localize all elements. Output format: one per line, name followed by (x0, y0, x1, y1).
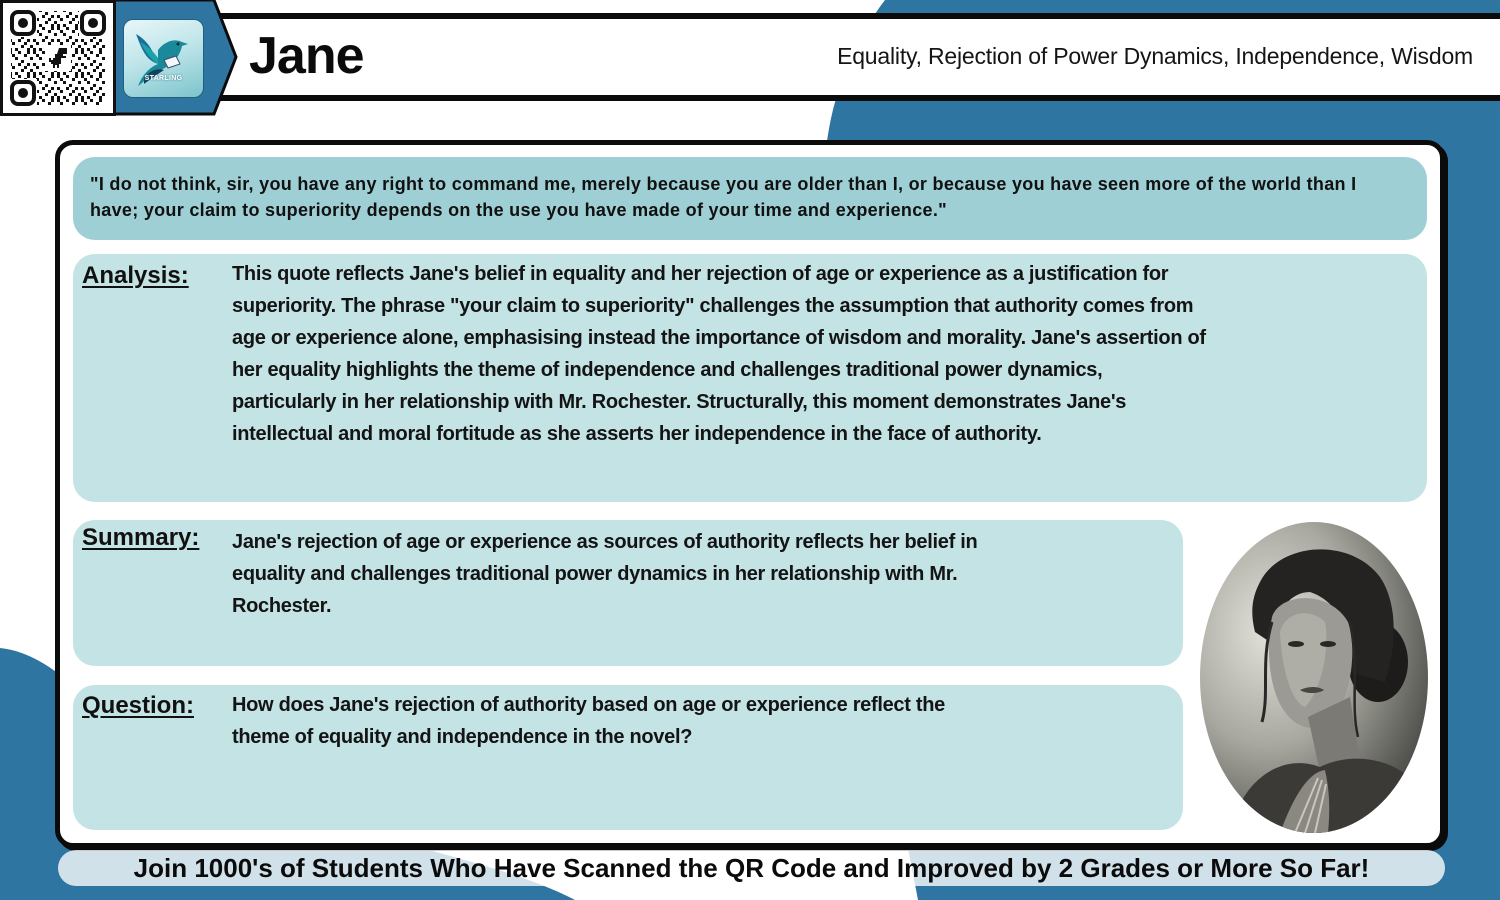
portrait-image (1200, 522, 1428, 833)
qr-code-icon (3, 3, 113, 113)
summary-line: equality and challenges traditional power dynamics in her relationship with Mr. (232, 563, 958, 585)
analysis-line: her equality highlights the theme of independence and challenges traditional power dynamics, (232, 359, 1103, 381)
page-title: Jane (249, 27, 364, 85)
analysis-line: age or experience alone, emphasising instead the importance of wisdom and morality. Jane's assertion of (232, 327, 1206, 349)
summary-text (232, 526, 977, 622)
analysis-line: This quote reflects Jane's belief in equality and her rejection of age or experience as a justification for (232, 263, 1169, 285)
analysis-line: intellectual and moral fortitude as she asserts her independence in the face of authority. (232, 423, 1042, 445)
analysis-line: superiority. The phrase "your claim to superiority" challenges the assumption that authority comes from (232, 295, 1194, 317)
analysis-line: particularly in her relationship with Mr. Rochester. Structurally, this moment demonstrates Jane's (232, 391, 1127, 413)
quote-line: "I do not think, sir, you have any right to command me, merely because you are older than I, or because you have seen more of the world than I (90, 174, 1357, 194)
analysis-text (232, 258, 1206, 450)
question-line: How does Jane's rejection of authority based on age or experience reflect the (232, 694, 945, 716)
question-text (232, 689, 945, 753)
qr-finder-bottom-left (9, 79, 37, 107)
question-label: Question: (82, 692, 194, 719)
footer-banner: Join 1000's of Students Who Have Scanned the QR Code and Improved by 2 Grades or More So Far! (58, 850, 1445, 886)
portrait-illustration (1200, 522, 1428, 833)
starling-logo[interactable] (124, 20, 203, 97)
dinosaur-icon (45, 45, 71, 71)
qr-code[interactable] (0, 0, 116, 116)
bird-with-book-icon (124, 20, 203, 97)
quote-line: have; your claim to superiority depends on the use you have made of your time and experience." (90, 200, 947, 220)
quote-text (90, 171, 1356, 223)
summary-line: Rochester. (232, 595, 332, 617)
qr-finder-top-right (79, 9, 107, 37)
question-line: theme of equality and independence in the novel? (232, 726, 693, 748)
qr-finder-top-left (9, 9, 37, 37)
analysis-label: Analysis: (82, 262, 189, 289)
summary-label: Summary: (82, 524, 200, 551)
logo-text: STARLING (144, 75, 183, 82)
themes-list: Equality, Rejection of Power Dynamics, Independence, Wisdom (837, 43, 1473, 69)
summary-line: Jane's rejection of age or experience as sources of authority reflects her belief in (232, 531, 978, 553)
